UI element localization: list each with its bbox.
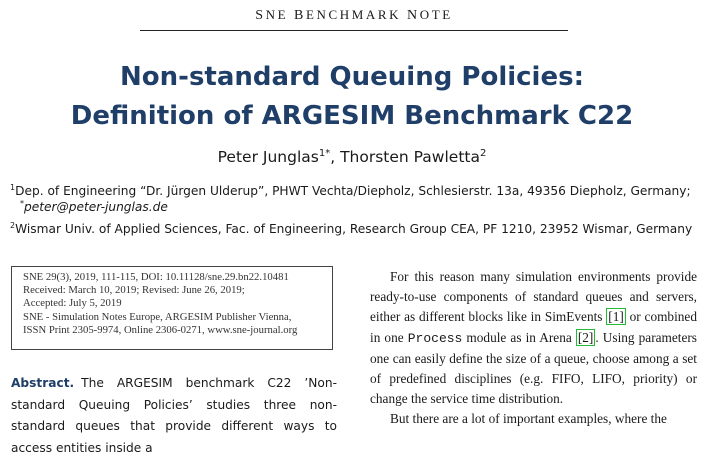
publication-citation: SNE 29(3), 2019, 111-115, DOI: 10.11128/sne.29.bn22.10481 [23,271,289,283]
corresponding-mark: * [20,199,24,208]
author-name: Peter Junglas [217,148,319,166]
author-affiliation-mark: 1* [318,148,331,159]
body-text: For this reason many simulation environments provide ready-to-use components of standard queues and servers, either as different blocks like in SimEvents [370,269,697,325]
publication-accepted: Accepted: July 5, 2019 [23,297,122,310]
abstract-text: The ARGESIM benchmark C22 ’Non-standard Queuing Policies’ studies three non-standard queues that provide different ways to access entities inside a [11,376,337,455]
body-text-column [370,267,697,430]
body-text: or combined in one [370,309,697,345]
publication-dates: Received: March 10, 2019; Revised: June 26, 2019; [23,284,245,297]
publisher-info: SNE - Simulation Notes Europe, ARGESIM Publisher Vienna, [23,310,292,323]
header-initial: B [293,8,306,23]
author-email [20,200,168,214]
header-rule [140,30,568,31]
affiliation-text: Dep. of Engineering “Dr. Jürgen Ulderup”, PHWT Vechta/Diepholz, Schlesierstr. 13a, 49356 Diepholz, Germany; [15,184,691,198]
email-link[interactable]: peter@peter-junglas.de [24,200,168,214]
abstract [11,373,337,459]
abstract-label: Abstract. [11,376,75,390]
author-name: Thorsten Pawletta [340,148,480,166]
header-initial: N [407,8,420,23]
citation-link-1[interactable]: [1] [608,309,624,325]
header-word-rest: NE [265,7,289,22]
affiliation-number: 1 [10,183,16,192]
paper-title-line-2: Definition of ARGESIM Benchmark C22 [70,101,634,131]
author-list [0,148,704,166]
body-text: . Using parameters one can easily define the size of a queue, choose among a set of predefined disciplines (e.g. FIFO, LIFO, priority) or change the service time distribution. [370,329,697,407]
body-text: module as in Arena [462,329,576,345]
affiliation-number: 2 [10,221,16,230]
body-paragraph [370,267,697,409]
running-header [140,7,568,24]
publication-info-box [11,266,333,350]
affiliation-1 [10,184,691,198]
header-word-rest: ENCHMARK [305,7,402,22]
affiliation-text: Wismar Univ. of Applied Sciences, Fac. of Engineering, Research Group CEA, PF 1210, 23952 Wismar, Germany [15,222,693,236]
author-affiliation-mark: 2 [479,148,487,159]
affiliation-2 [10,222,692,236]
body-paragraph: But there are a lot of important examples, where the [390,411,667,427]
header-initial: S [255,8,266,23]
author-separator: , [330,148,341,166]
header-word-rest: OTE [419,7,453,22]
code-term: Process [407,330,463,346]
issn-info: ISSN Print 2305-9974, Online 2306-0271, www.sne-journal.org [23,323,298,336]
paper-title-line-1: Non-standard Queuing Policies: [120,62,584,92]
citation-link-2[interactable]: [2] [577,329,594,345]
